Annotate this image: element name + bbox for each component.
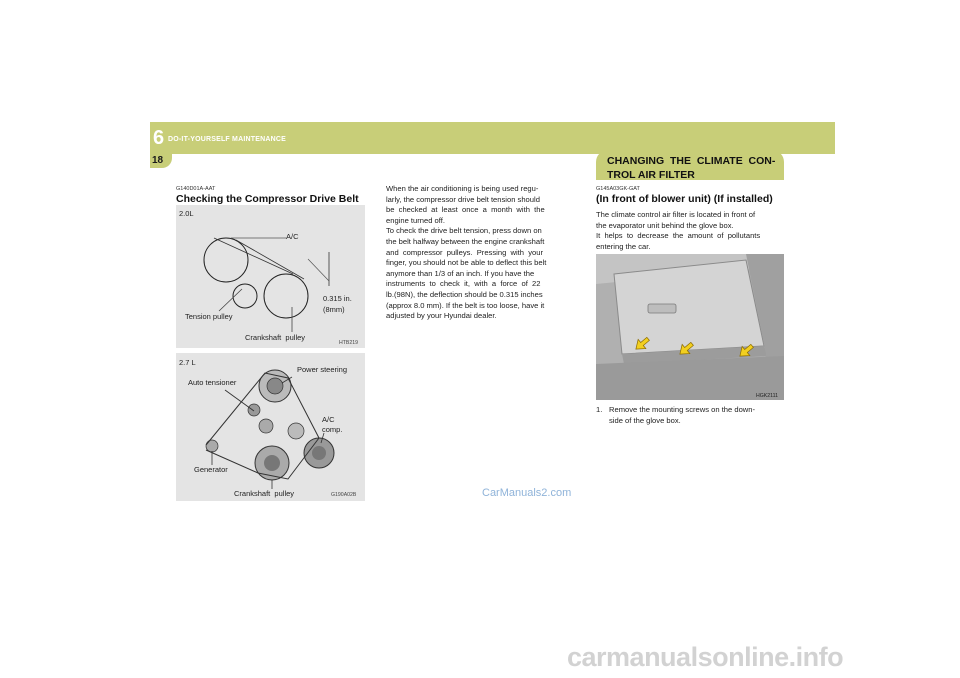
- belt-diagram-2-7l: [176, 353, 365, 501]
- ac-comp-label-line2: comp.: [322, 425, 343, 434]
- crankshaft-pulley-circle: [264, 274, 308, 318]
- crankshaft-pulley-label: Crankshaft pulley: [245, 333, 306, 342]
- paragraph-line: entering the car.: [596, 241, 651, 251]
- paragraph-line: the evaporator unit behind the glove box.: [596, 220, 734, 230]
- compressor-belt-heading: Checking the Compressor Drive Belt: [176, 193, 359, 205]
- generator-label: Generator: [194, 465, 228, 474]
- paragraph-line: It helps to decrease the amount of pollutants: [596, 231, 761, 241]
- chapter-number: 6: [153, 127, 165, 149]
- belt-diagram-2-0l-drawing: [176, 205, 365, 348]
- idler-pulley-2: [288, 423, 304, 439]
- glove-box-handle: [648, 304, 676, 313]
- deflection-label: [323, 293, 352, 315]
- deflection-leader: [308, 259, 329, 281]
- paragraph-line: larly, the compressor drive belt tension should: [386, 194, 540, 204]
- power-steering-label: Power steering: [297, 365, 348, 374]
- carmanuals2-watermark[interactable]: CarManuals2.com: [482, 487, 572, 499]
- paragraph-line: instruments to check it, with a force of 22: [386, 279, 541, 289]
- paragraph-line: finger, you should not be able to deflect this belt: [386, 258, 547, 268]
- ac-comp-label: [322, 415, 342, 435]
- ac-pulley: [204, 238, 248, 282]
- figure-code-hgk2111: HGK2111: [756, 393, 779, 399]
- deflection-label-line2: (8mm): [323, 305, 345, 314]
- paragraph-line: anymore than 1/3 of an inch. If you have the: [386, 268, 535, 278]
- section-title-line2: TROL AIR FILTER: [607, 169, 695, 181]
- paragraph-line: The climate control air filter is located in front of: [596, 210, 756, 219]
- paragraph-line: When the air conditioning is being used regu-: [386, 184, 539, 193]
- auto-tensioner-leader: [225, 390, 254, 411]
- page-number: 18: [152, 155, 164, 166]
- section-title: [607, 154, 782, 182]
- section-code: G140D01A-AAT: [176, 186, 216, 192]
- tension-pulley-circle: [233, 284, 257, 308]
- glove-box-photo: [596, 254, 784, 400]
- figure-code-g190a02b: G190A02B: [331, 492, 357, 498]
- idler-pulley: [259, 419, 273, 433]
- ac-label: A/C: [286, 232, 299, 241]
- paragraph-line: (approx 8.0 mm). If the belt is too loose, have it: [386, 300, 545, 310]
- belt-diagram-2-0l: [176, 205, 365, 348]
- generator-pulley: [206, 440, 218, 452]
- filter-paragraph: [596, 210, 784, 252]
- belt-tension-paragraph: [386, 184, 576, 322]
- step-line: Remove the mounting screws on the down-: [609, 405, 756, 414]
- tension-pulley-label: Tension pulley: [185, 312, 233, 321]
- glove-box-drawing: [596, 254, 784, 400]
- figure-code-htb219: HTB219: [339, 340, 359, 346]
- paragraph-line: and compressor pulleys. Pressing with your: [386, 247, 544, 257]
- paragraph-line: lb.(98N), the deflection should be 0.315 inches: [386, 289, 543, 299]
- paragraph-line: engine turned off.: [386, 215, 445, 225]
- deflection-label-line1: 0.315 in.: [323, 294, 352, 303]
- step-1: [596, 405, 784, 426]
- glove-box-door: [614, 260, 764, 354]
- crankshaft-pulley-label-2-7l: Crankshaft pulley: [234, 489, 295, 498]
- paragraph-line: To check the drive belt tension, press down on: [386, 226, 542, 236]
- auto-tensioner-pulley: [248, 404, 260, 416]
- engine-label-2-0l: 2.0L: [179, 209, 194, 218]
- ac-comp-label-line1: A/C: [322, 415, 335, 424]
- paragraph-line: the belt halfway between the engine crankshaft: [386, 236, 545, 246]
- auto-tensioner-label: Auto tensioner: [188, 378, 237, 387]
- filter-section-code: G145A03GK-GAT: [596, 186, 640, 192]
- paragraph-line: adjusted by your Hyundai dealer.: [386, 311, 497, 321]
- paragraph-line: be checked at least once a month with the: [386, 205, 545, 215]
- step-line: side of the glove box.: [609, 415, 681, 425]
- filter-heading: (In front of blower unit) (If installed): [596, 193, 773, 205]
- carmanualsonline-watermark[interactable]: carmanualsonline.info: [567, 642, 844, 672]
- engine-label-2-7l: 2.7 L: [179, 358, 196, 367]
- section-title-line1: CHANGING THE CLIMATE CON-: [607, 155, 776, 167]
- step-number: 1.: [596, 405, 603, 414]
- chapter-title: DO-IT-YOURSELF MAINTENANCE: [168, 136, 286, 143]
